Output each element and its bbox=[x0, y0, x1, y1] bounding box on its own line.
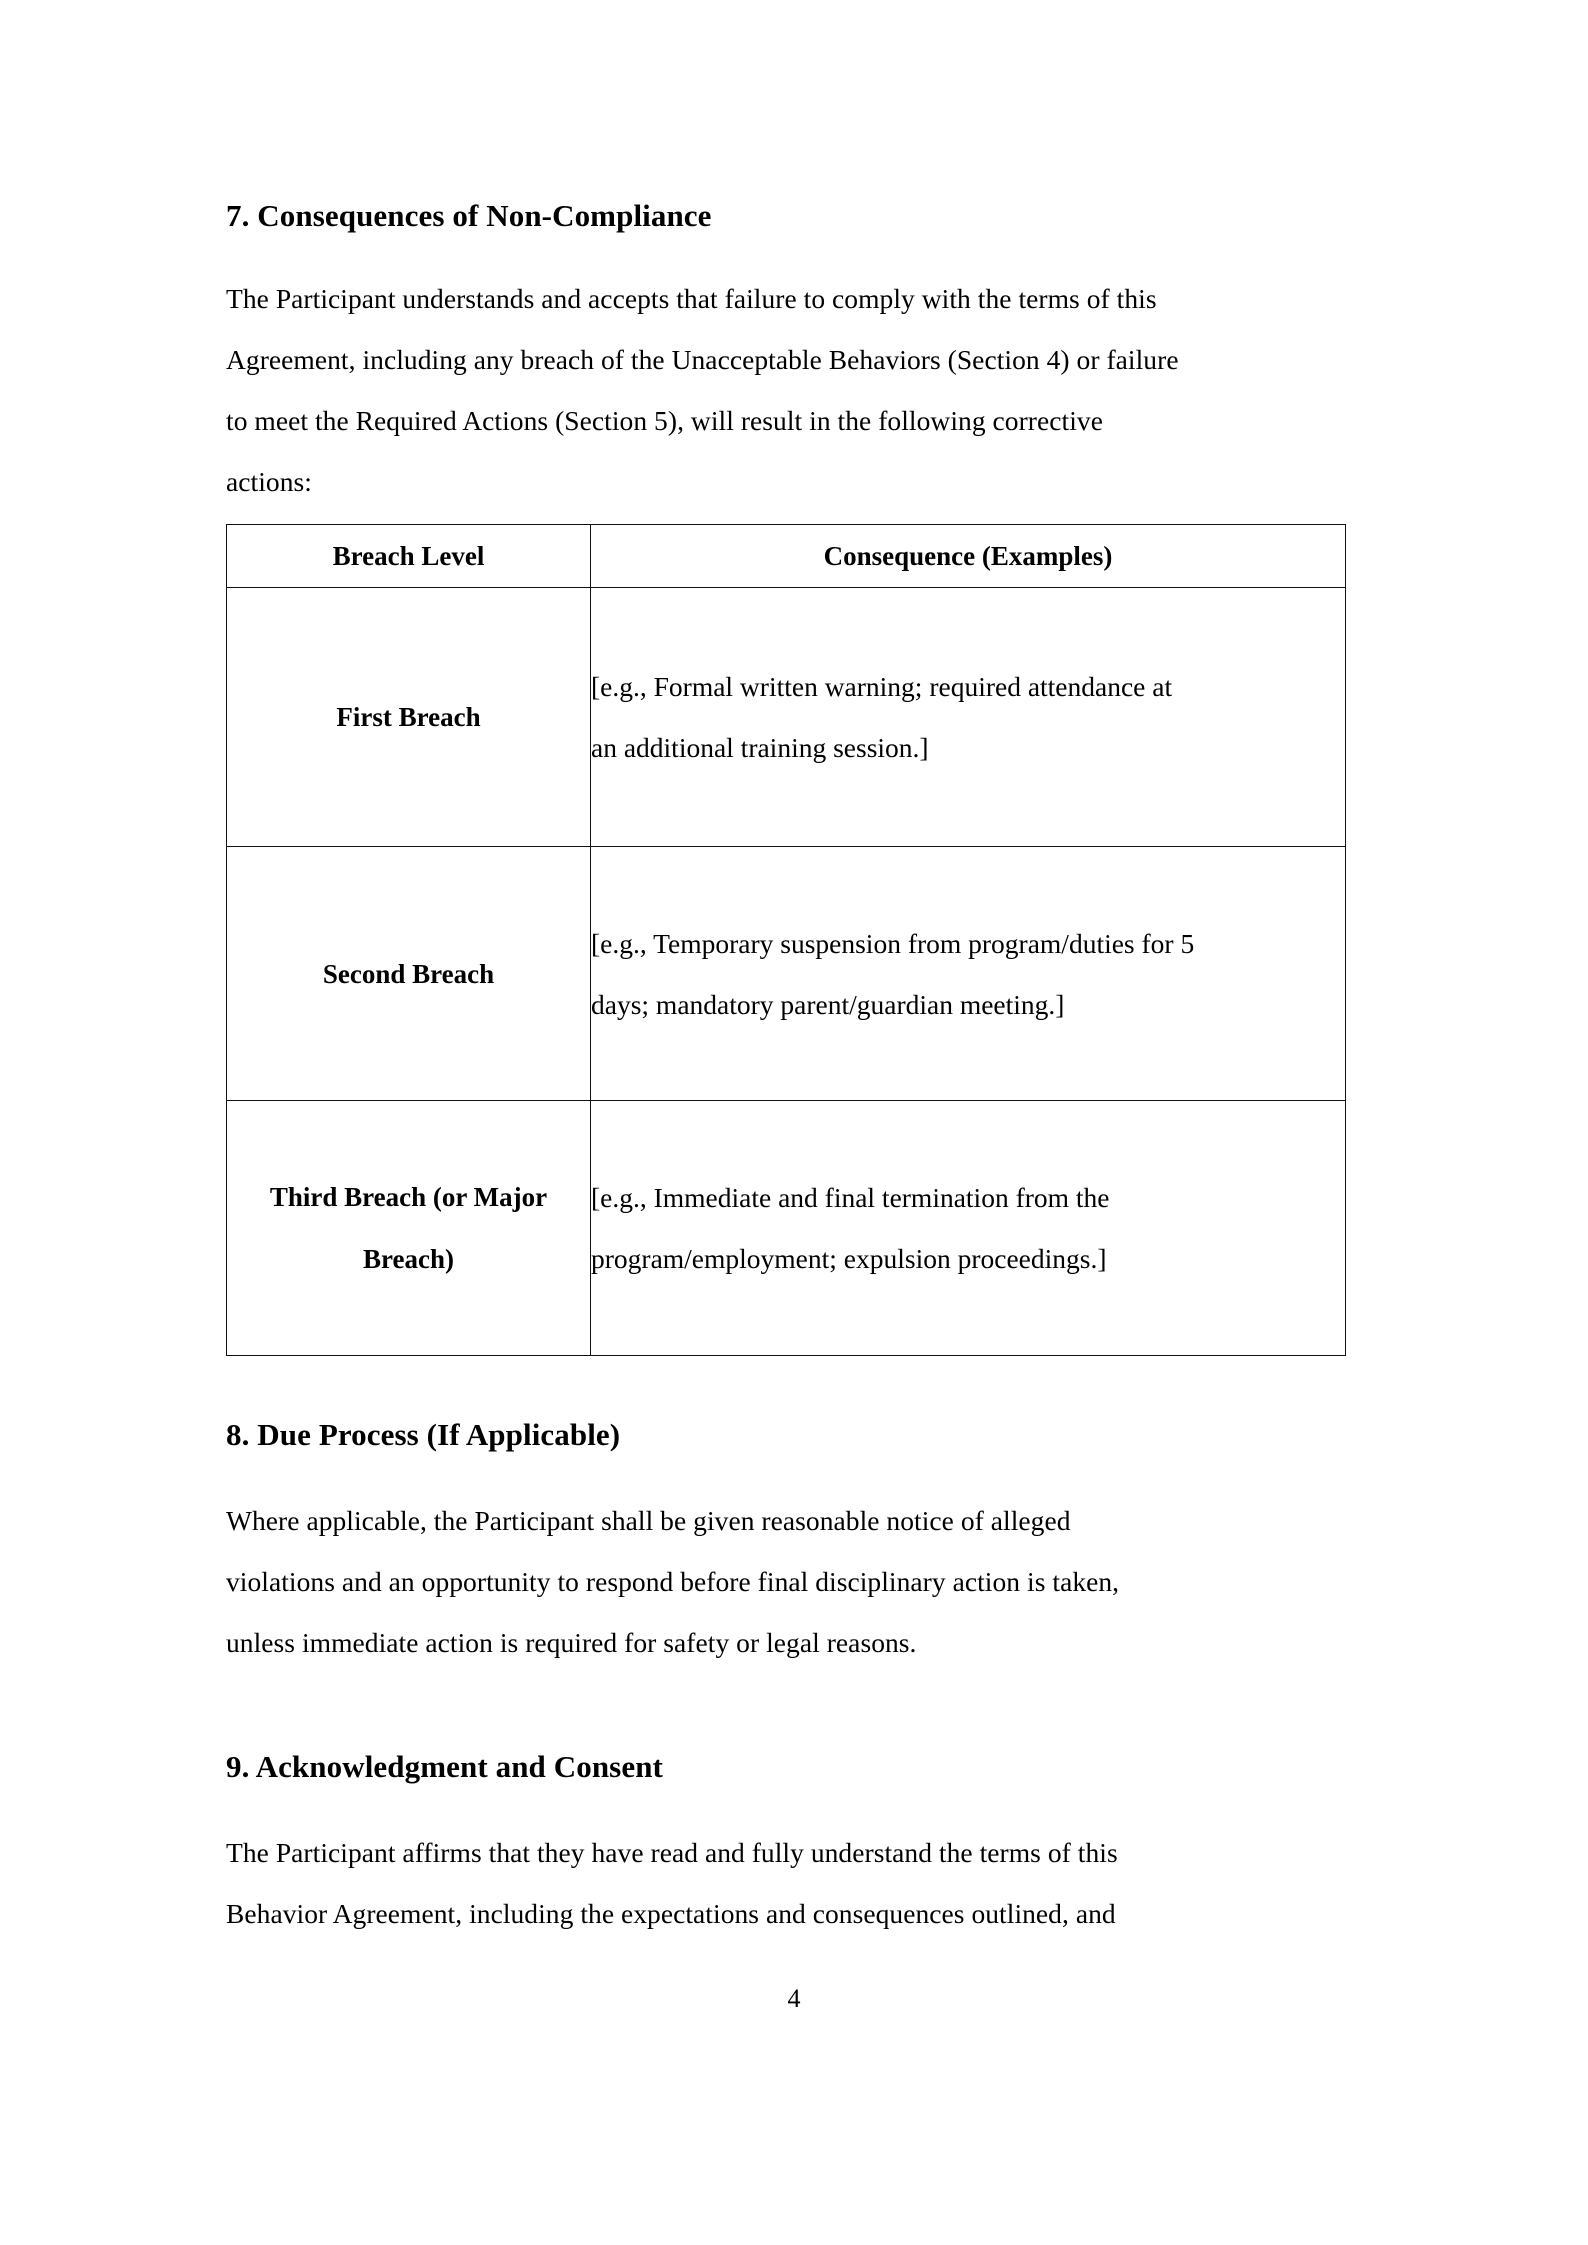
section-heading-9: 9. Acknowledgment and Consent bbox=[226, 1749, 663, 1784]
table-row bbox=[227, 1101, 1346, 1356]
section-heading-8: 8. Due Process (If Applicable) bbox=[226, 1417, 621, 1452]
consequence-line: [e.g., Temporary suspension from program/duties for 5 bbox=[591, 927, 1195, 959]
paragraph-line: The Participant understands and accepts that failure to comply with the terms of this bbox=[226, 283, 1157, 314]
table-header-breach-level-label: Breach Level bbox=[332, 541, 485, 571]
table-row bbox=[227, 847, 1346, 1101]
table-cell-consequence bbox=[591, 1101, 1346, 1356]
consequence-line: days; mandatory parent/guardian meeting.] bbox=[591, 988, 1065, 1020]
paragraph-line: Agreement, including any breach of the Unacceptable Behaviors (Section 4) or failure bbox=[226, 344, 1179, 375]
page-number: 4 bbox=[787, 1984, 801, 2013]
consequence-line: program/employment; expulsion proceedings.] bbox=[591, 1243, 1107, 1274]
table-header-consequence-label: Consequence (Examples) bbox=[823, 541, 1113, 571]
breach-level-label: Breach) bbox=[363, 1244, 454, 1274]
section-9-paragraph bbox=[226, 1822, 1351, 1944]
table-cell-consequence bbox=[591, 588, 1346, 847]
paragraph-line: Behavior Agreement, including the expectations and consequences outlined, and bbox=[226, 1898, 1116, 1929]
table-cell-breach-level bbox=[227, 1101, 591, 1356]
consequence-line: [e.g., Immediate and final termination from the bbox=[591, 1182, 1110, 1213]
consequence-line: [e.g., Formal written warning; required attendance at bbox=[591, 671, 1173, 702]
table-header-consequence bbox=[591, 525, 1346, 588]
paragraph-line: Where applicable, the Participant shall be given reasonable notice of alleged bbox=[226, 1505, 1071, 1536]
table-cell-breach-level bbox=[227, 847, 591, 1101]
paragraph-line: unless immediate action is required for safety or legal reasons. bbox=[226, 1627, 917, 1658]
section-7-paragraph bbox=[226, 268, 1351, 512]
section-8-paragraph bbox=[226, 1490, 1351, 1673]
table-cell-consequence bbox=[591, 847, 1346, 1101]
table-header-row bbox=[227, 525, 1346, 588]
paragraph-line: violations and an opportunity to respond before final disciplinary action is taken, bbox=[226, 1566, 1120, 1597]
consequence-line: an additional training session.] bbox=[591, 732, 929, 763]
paragraph-line: to meet the Required Actions (Section 5), will result in the following corrective bbox=[226, 405, 1103, 436]
breach-level-label: Third Breach (or Major bbox=[269, 1182, 548, 1212]
breach-consequence-table bbox=[226, 524, 1346, 1356]
paragraph-line: actions: bbox=[226, 466, 312, 497]
table-row bbox=[227, 588, 1346, 847]
table-cell-breach-level bbox=[227, 588, 591, 847]
breach-level-label: First Breach bbox=[336, 702, 481, 732]
paragraph-line: The Participant affirms that they have read and fully understand the terms of this bbox=[226, 1837, 1118, 1868]
breach-level-label: Second Breach bbox=[322, 958, 495, 989]
table-header-breach-level bbox=[227, 525, 591, 588]
section-heading-7: 7. Consequences of Non-Compliance bbox=[226, 198, 712, 233]
